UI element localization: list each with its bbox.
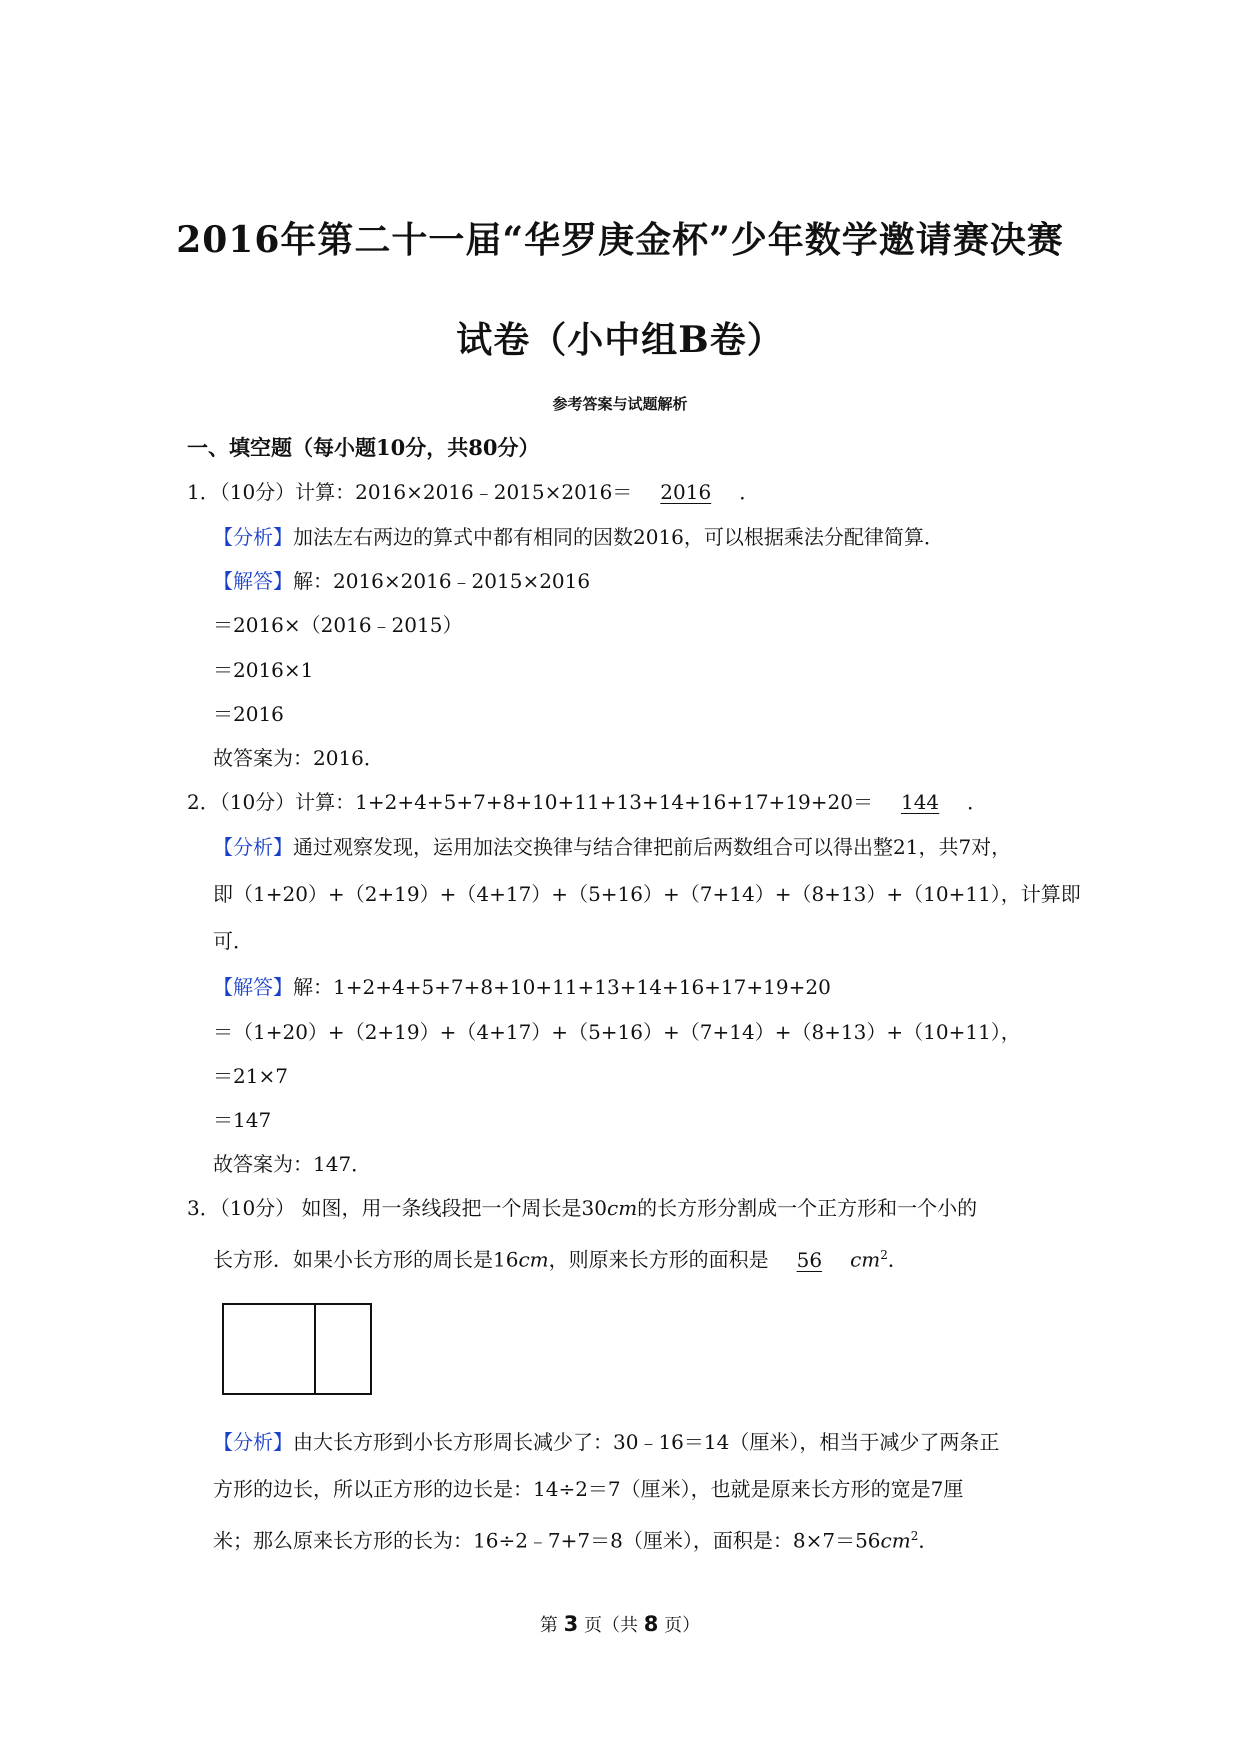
q2-final-answer: 故答案为：147． (213, 1152, 372, 1176)
analysis-tag: 【分析】 (213, 1430, 293, 1454)
q2-answer: 144 (900, 790, 940, 814)
q2-solution (213, 974, 831, 1000)
q3-analysis-line2: 方形的边长，所以正方形的边长是：14÷2＝7（厘米），也就是原来长方形的宽是7厘 (213, 1477, 964, 1501)
footer-post: 页） (664, 1615, 701, 1636)
analysis-tag: 【分析】 (213, 525, 293, 549)
q2-analysis-line2: 即（1+20）+（2+19）+（4+17）+（5+16）+（7+14）+（8+13）+（10+11），计算即 (213, 882, 1081, 906)
q2-stem (187, 789, 987, 815)
analysis-tag: 【分析】 (213, 835, 293, 859)
q3-analysis-line3 (213, 1523, 938, 1554)
q3-stem-line1 (187, 1195, 977, 1221)
q1-final-answer: 故答案为：2016． (213, 746, 384, 770)
dividing-line (314, 1305, 316, 1393)
document-title-line1: 2016年第二十一届“华罗庚金杯”少年数学邀请赛决赛 (176, 219, 1064, 261)
q3-unit: cm (880, 1528, 911, 1553)
q3-stem-text2b: ，则原来长方形的面积是 (548, 1247, 769, 1272)
solution-tag: 【解答】 (213, 975, 293, 999)
q2-analysis-line3: 可． (213, 929, 253, 953)
q2-solution-line3: ＝21×7 (213, 1064, 288, 1088)
q3-number: 3． (187, 1196, 220, 1220)
q3-end: ． (918, 1528, 939, 1553)
document-subtitle: 参考答案与试题解析 (552, 395, 688, 413)
solution-tag: 【解答】 (213, 569, 293, 593)
total-pages-number: 8 (643, 1612, 659, 1636)
q1-analysis-text: 加法左右两边的算式中都有相同的因数2016，可以根据乘法分配律简算． (293, 525, 944, 549)
page-footer (0, 1611, 1240, 1637)
q3-analysis-text3: 米；那么原来长方形的长为：16÷2﹣7+7＝8（厘米），面积是：8×7＝56 (213, 1528, 881, 1553)
q3-unit: cm (518, 1247, 549, 1272)
q2-analysis-text1: 通过观察发现，运用加法交换律与结合律把前后两数组合可以得出整21，共7对， (293, 835, 1012, 859)
q3-analysis-line1 (213, 1429, 999, 1455)
footer-pre: 第 (539, 1615, 558, 1636)
q3-unit: cm (850, 1247, 881, 1272)
q3-stem-text2a: 长方形．如果小长方形的周长是16 (213, 1247, 519, 1272)
q1-solution-line1: 解：2016×2016﹣2015×2016 (293, 569, 591, 593)
q2-stem-text: （10分）计算：1+2+4+5+7+8+10+11+13+14+16+17+19+20＝ (219, 790, 873, 814)
q2-analysis-line1 (213, 834, 1011, 860)
q3-analysis-text1: 由大长方形到小长方形周长减少了：30﹣16＝14（厘米），相当于减少了两条正 (293, 1430, 1000, 1454)
q1-analysis (213, 524, 944, 550)
q2-number: 2． (187, 790, 220, 814)
q1-solution (213, 568, 590, 594)
q2-solution-line2: ＝（1+20）+（2+19）+（4+17）+（5+16）+（7+14）+（8+13）+（10+11）， (213, 1020, 1021, 1044)
q1-solution-line3: ＝2016×1 (213, 658, 314, 682)
document-title-line2: 试卷（小中组B卷） (456, 319, 784, 361)
q3-unit-exponent: 2 (910, 1529, 919, 1543)
q3-end: ． (887, 1247, 908, 1272)
footer-mid: 页（共 (584, 1615, 638, 1636)
rectangle-figure (222, 1303, 372, 1395)
current-page-number: 3 (563, 1612, 579, 1636)
q2-solution-line1: 解：1+2+4+5+7+8+10+11+13+14+16+17+19+20 (293, 975, 831, 999)
q1-number: 1． (187, 480, 220, 504)
q3-answer: 56 (796, 1247, 823, 1272)
q2-end: ． (967, 790, 988, 814)
q3-stem-text1a: （10分） 如图，用一条线段把一个周长是30 (219, 1196, 607, 1220)
q3-stem-line2 (213, 1242, 908, 1273)
q3-unit: cm (607, 1196, 638, 1220)
q1-stem (187, 479, 759, 505)
q3-unit-exponent: 2 (880, 1248, 888, 1262)
q1-stem-text: （10分）计算：2016×2016﹣2015×2016＝ (219, 480, 633, 504)
q1-solution-line4: ＝2016 (213, 702, 284, 726)
q1-end: ． (739, 480, 760, 504)
q1-solution-line2: ＝2016×（2016﹣2015） (213, 613, 463, 637)
q2-solution-line4: ＝147 (213, 1108, 272, 1132)
q3-stem-text1b: 的长方形分割成一个正方形和一个小的 (637, 1196, 978, 1220)
section-heading: 一、填空题（每小题10分，共80分） (187, 435, 540, 460)
q1-answer: 2016 (660, 480, 712, 504)
